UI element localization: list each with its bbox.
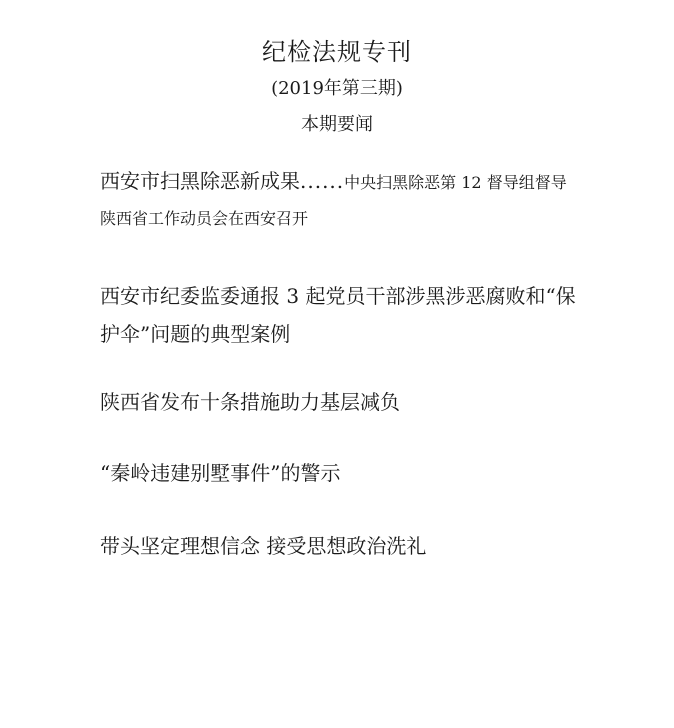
news-headline: 西安市扫黑除恶新成果 [100,169,300,193]
news-item [100,454,580,492]
news-headline: “秦岭违建别墅事件”的警示 [100,461,341,485]
news-item [100,277,580,353]
news-summary: 中央扫黑除恶第 12 督导组督导陕西省工作动员会在西安召开 [100,173,567,228]
news-headline: 带头坚定理想信念 接受思想政治洗礼 [100,534,427,558]
news-item [100,164,580,236]
section-heading: 本期要闻 [301,114,373,135]
news-item [100,383,580,421]
news-item [100,527,580,565]
document-title: 纪检法规专刊 [262,38,412,66]
news-headline: 西安市纪委监委通报 3 起党员干部涉黑涉恶腐败和“保护伞”问题的典型案例 [100,284,576,346]
issue-label: (2019年第三期) [271,78,403,99]
news-headline: 陕西省发布十条措施助力基层减负 [100,390,400,414]
dot-leader: ...... [300,169,345,193]
